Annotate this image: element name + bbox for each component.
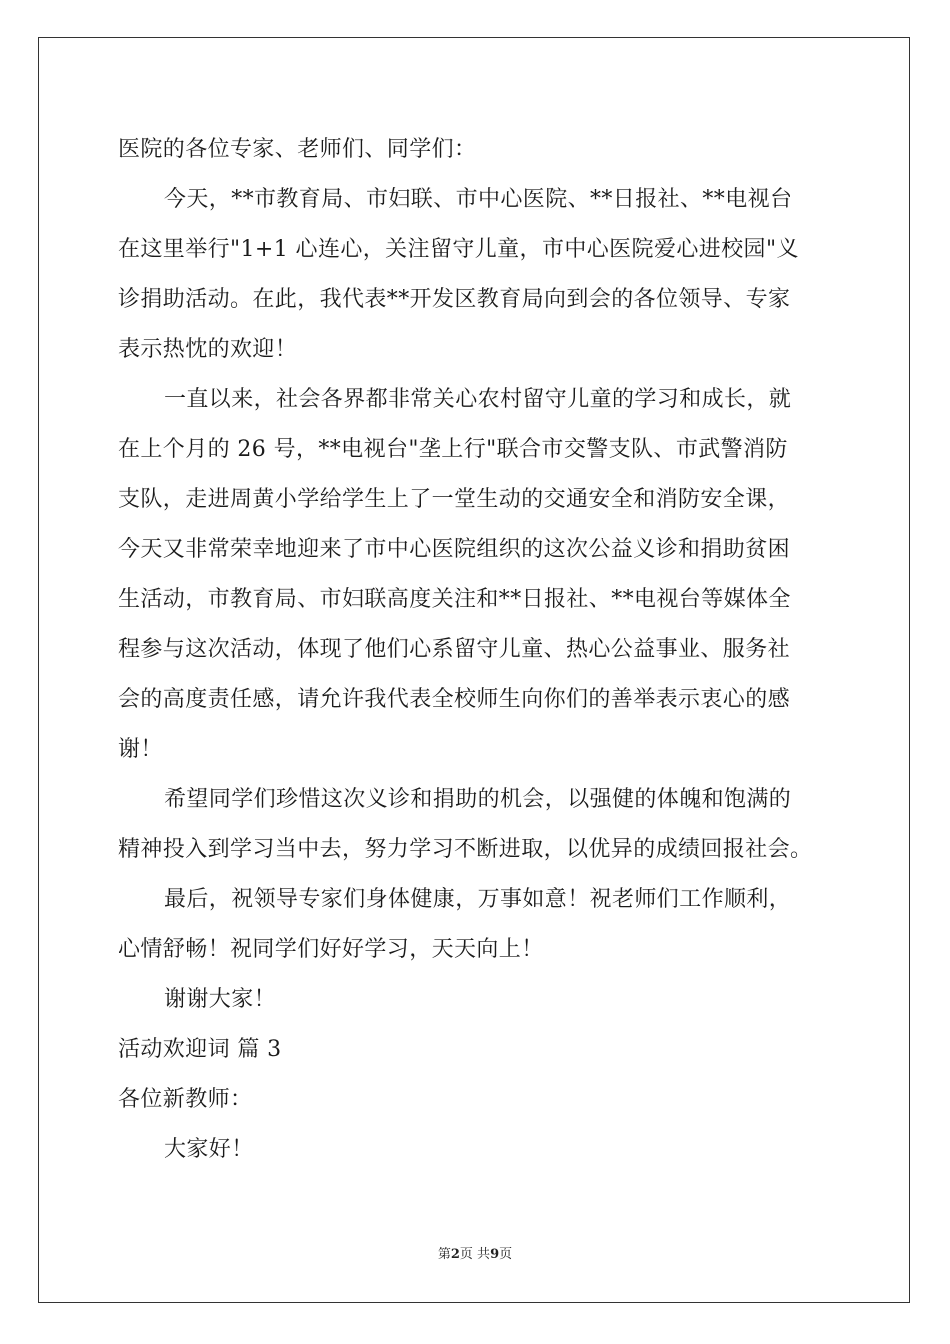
section-heading: 活动欢迎词 篇 3 <box>118 1037 282 1062</box>
footer-mid: 页 共 <box>459 1247 491 1262</box>
thanks-line: 谢谢大家！ <box>164 987 277 1012</box>
salutation-line: 医院的各位专家、老师们、同学们： <box>118 137 477 162</box>
paragraph-2-line-2: 在上个月的 26 号，**电视台"垄上行"联合市交警支队、市武警消防 <box>118 437 788 462</box>
paragraph-2-line-3: 支队，走进周黄小学给学生上了一堂生动的交通安全和消防安全课， <box>118 487 791 512</box>
footer-page-number: 2 <box>450 1247 460 1262</box>
paragraph-2-line-7: 会的高度责任感，请允许我代表全校师生向你们的善举表示衷心的感 <box>118 687 791 712</box>
paragraph-2-line-4: 今天又非常荣幸地迎来了市中心医院组织的这次公益义诊和捐助贫困 <box>118 537 791 562</box>
paragraph-1-line-2: 在这里举行"1+1 心连心，关注留守儿童，市中心医院爱心进校园"义 <box>118 237 799 262</box>
footer-total-pages: 9 <box>490 1247 500 1262</box>
paragraph-2-line-5: 生活动，市教育局、市妇联高度关注和**日报社、**电视台等媒体全 <box>118 587 791 612</box>
paragraph-1-line-3: 诊捐助活动。在此，我代表**开发区教育局向到会的各位领导、专家 <box>118 287 791 312</box>
greeting-line: 大家好！ <box>164 1137 254 1162</box>
footer-suffix: 页 <box>499 1247 513 1262</box>
salutation-line-2: 各位新教师： <box>118 1087 253 1112</box>
paragraph-4-line-2: 心情舒畅！祝同学们好好学习，天天向上！ <box>118 937 544 962</box>
paragraph-2-line-8: 谢！ <box>118 737 163 762</box>
paragraph-3-line-2: 精神投入到学习当中去，努力学习不断进取，以优异的成绩回报社会。 <box>118 837 813 862</box>
paragraph-1-line-1: 今天，**市教育局、市妇联、市中心医院、**日报社、**电视台 <box>164 187 793 212</box>
page-footer <box>0 1247 950 1263</box>
paragraph-4-line-1: 最后，祝领导专家们身体健康，万事如意！祝老师们工作顺利， <box>164 887 792 912</box>
paragraph-3-line-1: 希望同学们珍惜这次义诊和捐助的机会，以强健的体魄和饱满的 <box>164 787 792 812</box>
footer-prefix: 第 <box>437 1247 451 1262</box>
paragraph-2-line-1: 一直以来，社会各界都非常关心农村留守儿童的学习和成长，就 <box>164 387 792 412</box>
paragraph-2-line-6: 程参与这次活动，体现了他们心系留守儿童、热心公益事业、服务社 <box>118 637 791 662</box>
page-frame <box>38 37 910 1303</box>
paragraph-1-line-4: 表示热忱的欢迎！ <box>118 337 298 362</box>
